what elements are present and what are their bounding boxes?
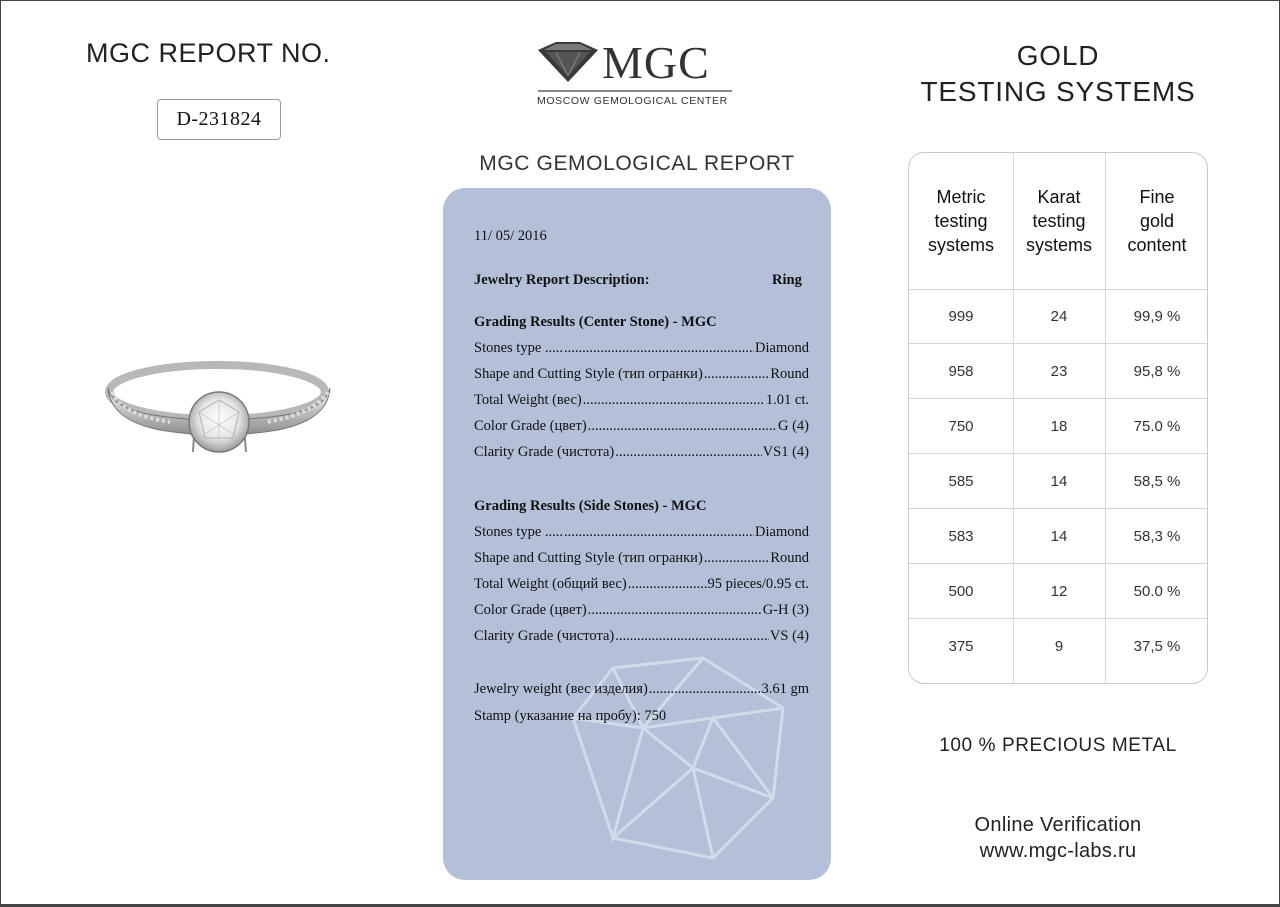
side-stones-type-row	[474, 524, 809, 541]
table-cell: 99,9 %	[1133, 307, 1181, 325]
row-label: Color Grade (цвет)	[474, 602, 587, 618]
header-metric: Metric testing systems	[927, 187, 994, 255]
row-value: Round	[770, 366, 809, 382]
gold-title	[908, 38, 1208, 110]
table-cell: 500	[948, 582, 974, 600]
table-cell: 24	[1050, 307, 1068, 325]
table-cell: 999	[948, 307, 974, 325]
row-label: Clarity Grade (чистота)	[474, 628, 615, 644]
precious-metal-label: 100 % PRECIOUS METAL	[939, 735, 1177, 756]
row-label: Color Grade (цвет)	[474, 418, 587, 434]
table-cell: 14	[1050, 527, 1068, 545]
online-verification	[908, 812, 1208, 864]
header-karat: Karat testing systems	[1025, 187, 1092, 255]
row-value: 1.01 ct.	[765, 392, 809, 408]
side-color-row	[474, 602, 809, 619]
table-cell: 37,5 %	[1133, 637, 1181, 655]
table-cell: 9	[1054, 637, 1064, 655]
center-stones-type-row	[474, 340, 809, 357]
jewelry-weight-row	[474, 681, 809, 698]
logo-subtitle: MOSCOW GEMOLOGICAL CENTER	[537, 95, 728, 107]
row-value: Round	[770, 550, 809, 566]
center-stone-heading: Grading Results (Center Stone) - MGC	[474, 314, 717, 330]
description-label: Jewelry Report Description:	[474, 272, 650, 288]
row-value: VS1 (4)	[762, 444, 809, 460]
side-stones-heading: Grading Results (Side Stones) - MGC	[474, 498, 707, 514]
side-clarity-row	[474, 628, 809, 645]
center-weight-row	[474, 392, 809, 409]
row-label: Stones type .....	[474, 340, 564, 356]
stamp-line: Stamp (указание на пробу): 750	[474, 708, 667, 724]
table-cell: 50.0 %	[1133, 582, 1181, 600]
description-value: Ring	[772, 272, 802, 288]
report-card	[443, 188, 831, 880]
table-cell: 14	[1050, 472, 1068, 490]
side-shape-row	[474, 550, 809, 567]
table-cell: 75.0 %	[1133, 417, 1181, 435]
table-cell: 583	[948, 527, 974, 545]
verification-url[interactable]: www.mgc-labs.ru	[979, 840, 1137, 862]
row-value: G (4)	[777, 418, 809, 434]
center-shape-row	[474, 366, 809, 383]
table-cell: 958	[948, 362, 974, 380]
row-label: Shape and Cutting Style (тип огранки)	[474, 366, 703, 382]
row-label: Jewelry weight (вес изделия)	[474, 681, 648, 697]
gold-testing-table	[908, 152, 1208, 684]
report-date: 11/ 05/ 2016	[474, 228, 547, 244]
row-value: Diamond	[755, 524, 809, 540]
row-value: 3.61 gm	[761, 681, 809, 697]
report-number: D-231824	[157, 99, 281, 140]
logo-wordmark: MGC	[602, 37, 710, 88]
row-value: G-H (3)	[762, 602, 809, 618]
row-label: Total Weight (вес)	[474, 392, 582, 408]
table-cell: 585	[948, 472, 974, 490]
row-label: Shape and Cutting Style (тип огранки)	[474, 550, 703, 566]
report-heading: MGC GEMOLOGICAL REPORT	[479, 152, 795, 175]
row-value: VS (4)	[769, 628, 809, 644]
table-cell: 12	[1050, 582, 1068, 600]
row-value: 95 pieces/0.95 ct.	[707, 576, 809, 592]
row-label: Clarity Grade (чистота)	[474, 444, 615, 460]
gold-title-line2: TESTING SYSTEMS	[920, 76, 1196, 107]
header-fine-gold: Fine gold content	[1127, 187, 1187, 255]
online-verification-label: Online Verification	[974, 814, 1142, 836]
table-cell: 23	[1050, 362, 1068, 380]
ring-image	[100, 340, 340, 470]
row-label: Total Weight (общий вес)	[474, 576, 627, 592]
table-cell: 58,5 %	[1133, 472, 1181, 490]
report-number-title: MGC REPORT NO.	[86, 38, 331, 68]
side-weight-row	[474, 576, 809, 593]
gold-title-line1: GOLD	[1016, 40, 1100, 71]
table-cell: 95,8 %	[1133, 362, 1181, 380]
row-label: Stones type .....	[474, 524, 564, 540]
table-cell: 58,3 %	[1133, 527, 1181, 545]
table-cell: 375	[948, 637, 974, 655]
table-cell: 18	[1050, 417, 1068, 435]
table-cell: 750	[948, 417, 974, 435]
row-value: Diamond	[755, 340, 809, 356]
center-color-row	[474, 418, 809, 435]
center-clarity-row	[474, 444, 809, 461]
